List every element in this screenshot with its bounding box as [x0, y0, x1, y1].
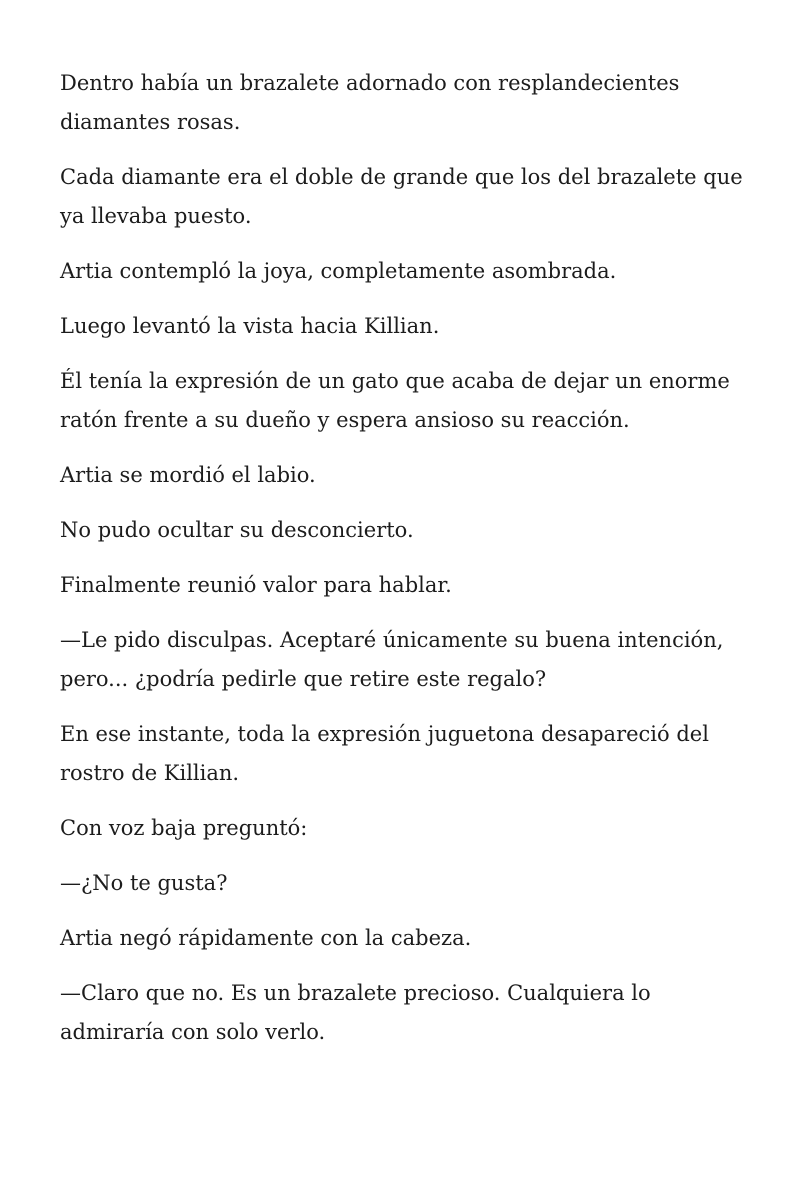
paragraph: No pudo ocultar su desconcierto.: [60, 518, 414, 542]
paragraph: Artia se mordió el labio.: [60, 463, 316, 487]
paragraph: Dentro había un brazalete adornado con resplandecientes diamantes rosas.: [60, 71, 680, 134]
dialogue-paragraph: —¿No te gusta?: [60, 871, 228, 895]
paragraph: Artia negó rápidamente con la cabeza.: [60, 926, 472, 950]
paragraph: Luego levantó la vista hacia Killian.: [60, 314, 440, 338]
paragraph: Cada diamante era el doble de grande que los del brazalete que ya llevaba puesto.: [60, 165, 743, 228]
paragraph: Con voz baja preguntó:: [60, 816, 308, 840]
paragraph: Finalmente reunió valor para hablar.: [60, 573, 452, 597]
dialogue-paragraph: —Le pido disculpas. Aceptaré únicamente su buena intención, pero... ¿podría pedirle que retire este regalo?: [60, 628, 724, 691]
dialogue-paragraph: —Claro que no. Es un brazalete precioso. Cualquiera lo admiraría con solo verlo.: [60, 981, 651, 1044]
document-page: [60, 64, 750, 1068]
paragraph: Artia contempló la joya, completamente asombrada.: [60, 259, 617, 283]
paragraph: En ese instante, toda la expresión juguetona desapareció del rostro de Killian.: [60, 722, 709, 785]
paragraph: Él tenía la expresión de un gato que acaba de dejar un enorme ratón frente a su dueño y espera ansioso su reacción.: [60, 369, 730, 432]
